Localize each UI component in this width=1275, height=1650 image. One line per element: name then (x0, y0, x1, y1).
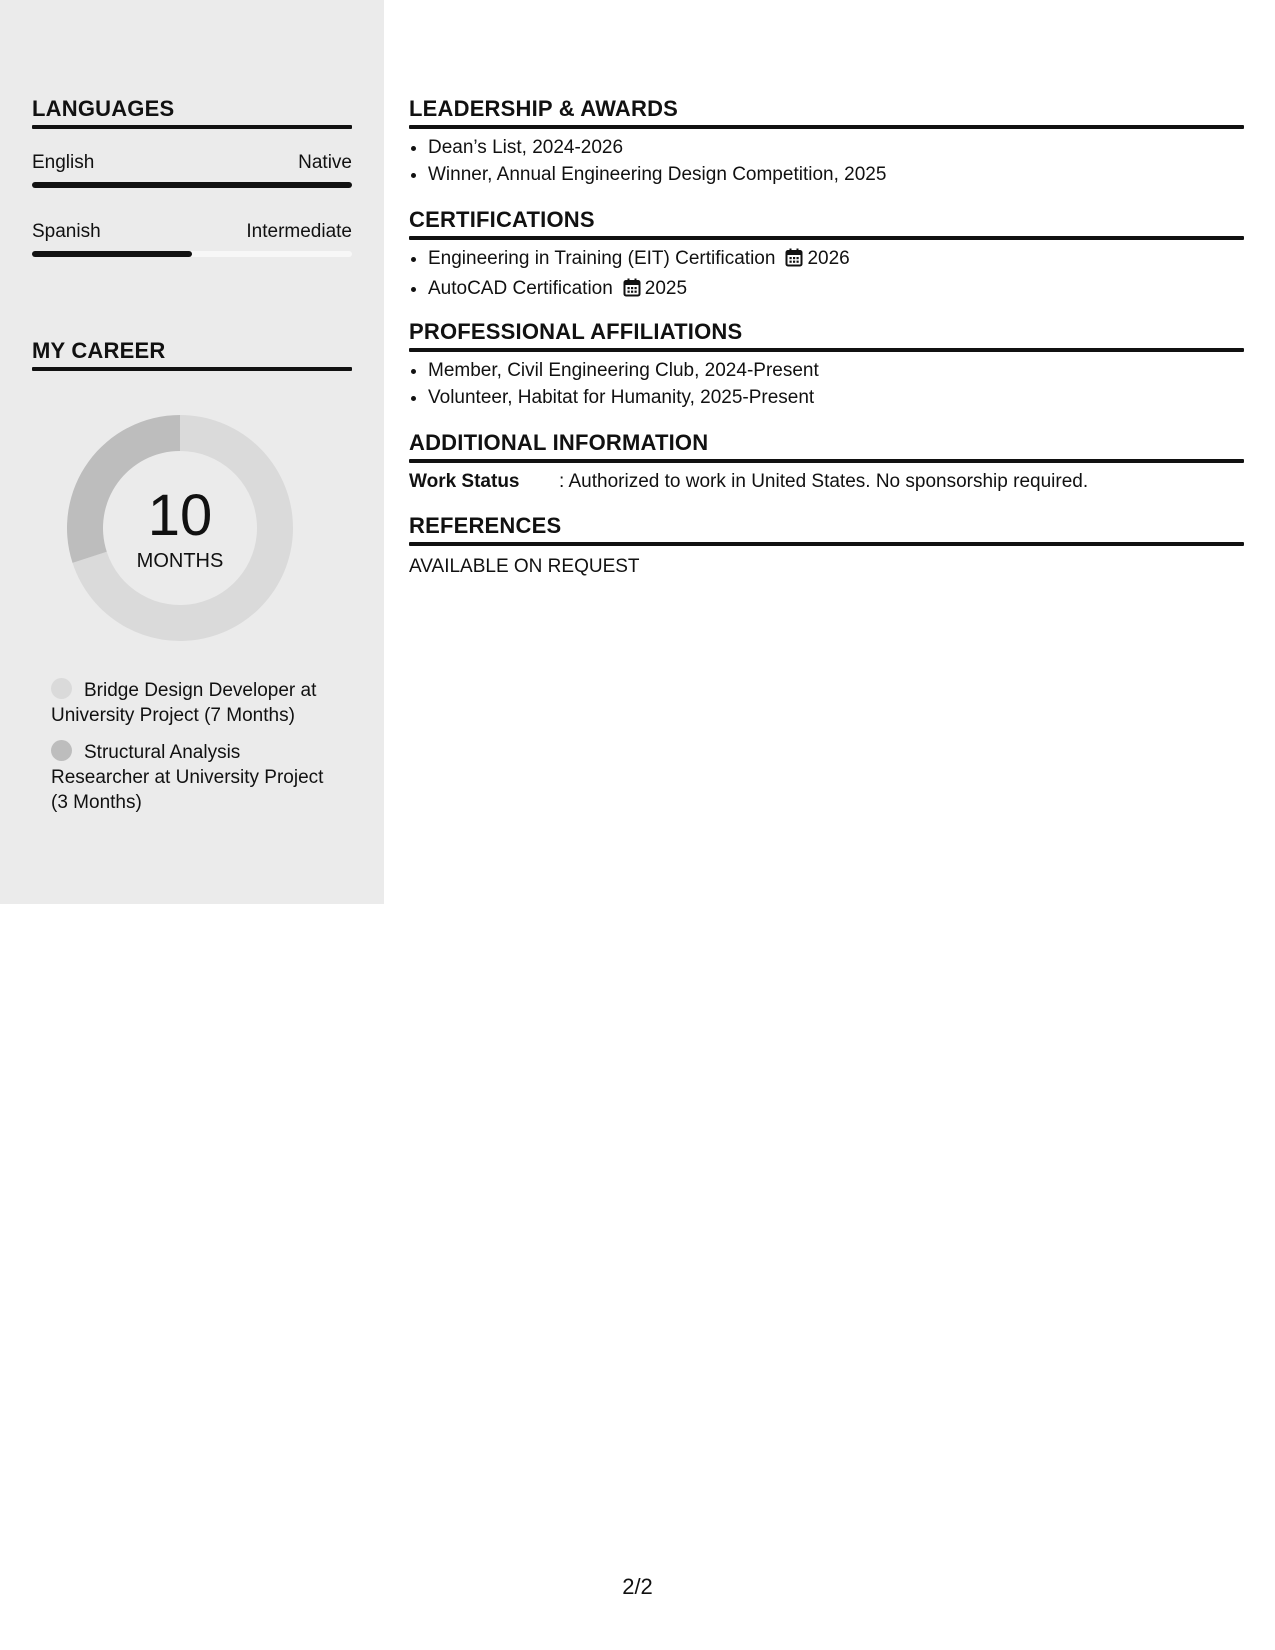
section-rule (409, 542, 1244, 546)
page-number: 2/2 (622, 1574, 653, 1599)
career-total-value: 10 (147, 483, 213, 548)
legend-label: Bridge Design Developer at University Project (7 Months) (51, 680, 317, 726)
sidebar (0, 0, 384, 904)
section-rule (409, 348, 1244, 352)
languages-section (32, 96, 352, 129)
career-title: MY CAREER (32, 338, 166, 363)
language-proficiency-fill (32, 251, 192, 257)
certifications-title: CERTIFICATIONS (409, 207, 595, 232)
language-level: Intermediate (246, 221, 352, 242)
leadership-section (409, 96, 1244, 188)
section-rule (409, 125, 1244, 129)
language-name: English (32, 152, 95, 173)
calendar-icon (785, 248, 803, 275)
career-total-unit: MONTHS (136, 550, 224, 572)
language-level: Native (298, 152, 352, 173)
additional-title: ADDITIONAL INFORMATION (409, 430, 709, 455)
certification-name: Engineering in Training (EIT) Certification (428, 248, 776, 269)
references-text: AVAILABLE ON REQUEST (409, 556, 640, 577)
section-rule (32, 367, 352, 371)
list-item (428, 275, 1244, 305)
legend-dot (51, 678, 72, 699)
affiliations-list (409, 357, 1244, 411)
career-donut-chart (66, 414, 294, 642)
certification-name: AutoCAD Certification (428, 278, 613, 299)
work-status-label: Work Status (409, 471, 520, 492)
legend-dot (51, 740, 72, 761)
language-item (32, 221, 352, 257)
leadership-list (409, 134, 1244, 188)
language-proficiency-bar (32, 251, 352, 257)
work-status-row (409, 470, 1244, 494)
career-legend-item (51, 740, 331, 815)
references-section (409, 513, 1244, 579)
section-rule (409, 236, 1244, 240)
language-proficiency-fill (32, 182, 352, 188)
legend-label: Structural Analysis Researcher at University Project (3 Months) (51, 742, 324, 813)
certification-year: 2026 (807, 248, 850, 269)
list-item (428, 245, 1244, 275)
list-item: • Dean’s List, 2024-2026 (428, 134, 1244, 161)
career-legend-item (51, 678, 331, 728)
affiliations-section (409, 319, 1244, 411)
language-item (32, 152, 352, 188)
certifications-list (409, 245, 1244, 305)
leadership-title: LEADERSHIP & AWARDS (409, 96, 679, 121)
additional-section (409, 430, 1244, 494)
language-proficiency-bar (32, 182, 352, 188)
certifications-section (409, 207, 1244, 305)
references-title: REFERENCES (409, 513, 562, 538)
list-item: • Volunteer, Habitat for Humanity, 2025-Present (428, 384, 1244, 411)
list-item: • Member, Civil Engineering Club, 2024-Present (428, 357, 1244, 384)
calendar-icon (623, 278, 641, 305)
work-status-value: : Authorized to work in United States. No sponsorship required. (559, 471, 1089, 492)
affiliations-title: PROFESSIONAL AFFILIATIONS (409, 319, 743, 344)
language-name: Spanish (32, 221, 101, 242)
career-section (32, 338, 352, 371)
list-item: • Winner, Annual Engineering Design Competition, 2025 (428, 161, 1244, 188)
section-rule (409, 459, 1244, 463)
certification-year: 2025 (644, 278, 688, 299)
section-rule (32, 125, 352, 129)
languages-title: LANGUAGES (32, 96, 175, 121)
